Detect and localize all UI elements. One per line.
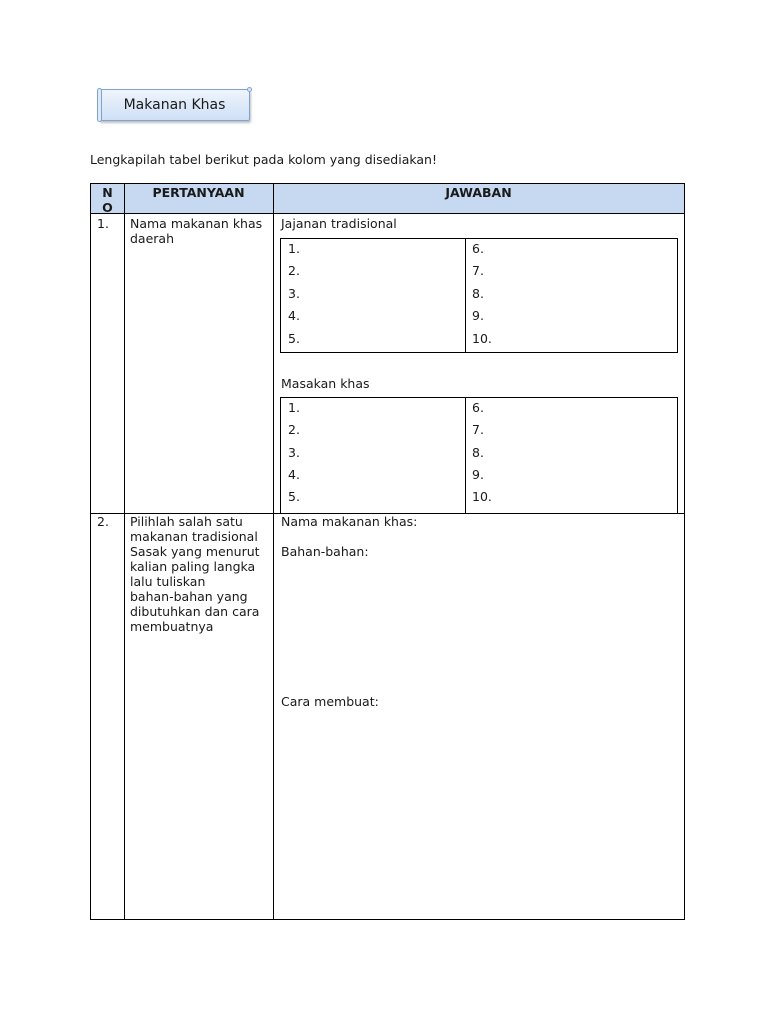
title-banner bbox=[99, 89, 250, 121]
list-item: 8. bbox=[472, 286, 484, 301]
row1-section1-label: Jajanan tradisional bbox=[281, 216, 397, 231]
list-column-divider bbox=[465, 239, 466, 352]
row2-question-line: bahan-bahan yang bbox=[130, 589, 248, 604]
answer-method-label: Cara membuat: bbox=[281, 694, 379, 709]
list-item: 7. bbox=[472, 263, 484, 278]
list-item: 2. bbox=[288, 422, 300, 437]
header-answer: JAWABAN bbox=[445, 185, 512, 200]
row2-number: 2. bbox=[97, 514, 109, 529]
list-item: 5. bbox=[288, 331, 300, 346]
column-divider-no bbox=[124, 184, 125, 919]
list-column-divider bbox=[465, 398, 466, 513]
masakan-list-box bbox=[280, 397, 678, 514]
list-item: 8. bbox=[472, 445, 484, 460]
instruction-text: Lengkapilah tabel berikut pada kolom yang disediakan! bbox=[90, 152, 437, 167]
row1-section2-label: Masakan khas bbox=[281, 376, 370, 391]
header-no-bottom: O bbox=[102, 200, 113, 215]
answer-ingredients-label: Bahan-bahan: bbox=[281, 544, 369, 559]
list-item: 10. bbox=[472, 489, 492, 504]
list-item: 9. bbox=[472, 467, 484, 482]
row1-number: 1. bbox=[97, 216, 109, 231]
list-item: 4. bbox=[288, 467, 300, 482]
list-item: 5. bbox=[288, 489, 300, 504]
list-item: 3. bbox=[288, 286, 300, 301]
worksheet-table bbox=[90, 183, 685, 920]
list-item: 3. bbox=[288, 445, 300, 460]
row2-question-line: Sasak yang menurut bbox=[130, 544, 260, 559]
answer-name-label: Nama makanan khas: bbox=[281, 514, 418, 529]
header-question: PERTANYAAN bbox=[152, 185, 245, 200]
list-item: 9. bbox=[472, 308, 484, 323]
list-item: 1. bbox=[288, 400, 300, 415]
page-title: Makanan Khas bbox=[123, 97, 226, 113]
list-item: 7. bbox=[472, 422, 484, 437]
row2-question-line: Pilihlah salah satu bbox=[130, 514, 243, 529]
row2-question-line: membuatnya bbox=[130, 619, 214, 634]
jajanan-list-box bbox=[280, 238, 678, 353]
row2-question bbox=[130, 514, 272, 634]
list-item: 6. bbox=[472, 400, 484, 415]
row2-question-line: kalian paling langka bbox=[130, 559, 256, 574]
banner-curl-right bbox=[247, 87, 252, 92]
row2-question-line: lalu tuliskan bbox=[130, 574, 206, 589]
banner-curl-left bbox=[97, 88, 102, 122]
list-item: 6. bbox=[472, 241, 484, 256]
column-divider-question bbox=[273, 184, 274, 919]
row1-question: Nama makanan khas daerah bbox=[130, 216, 263, 246]
header-no bbox=[91, 185, 124, 215]
header-no-top: N bbox=[102, 185, 113, 200]
row2-question-line: makanan tradisional bbox=[130, 529, 258, 544]
row2-question-line: dibutuhkan dan cara bbox=[130, 604, 260, 619]
list-item: 4. bbox=[288, 308, 300, 323]
list-item: 2. bbox=[288, 263, 300, 278]
list-item: 10. bbox=[472, 331, 492, 346]
list-item: 1. bbox=[288, 241, 300, 256]
